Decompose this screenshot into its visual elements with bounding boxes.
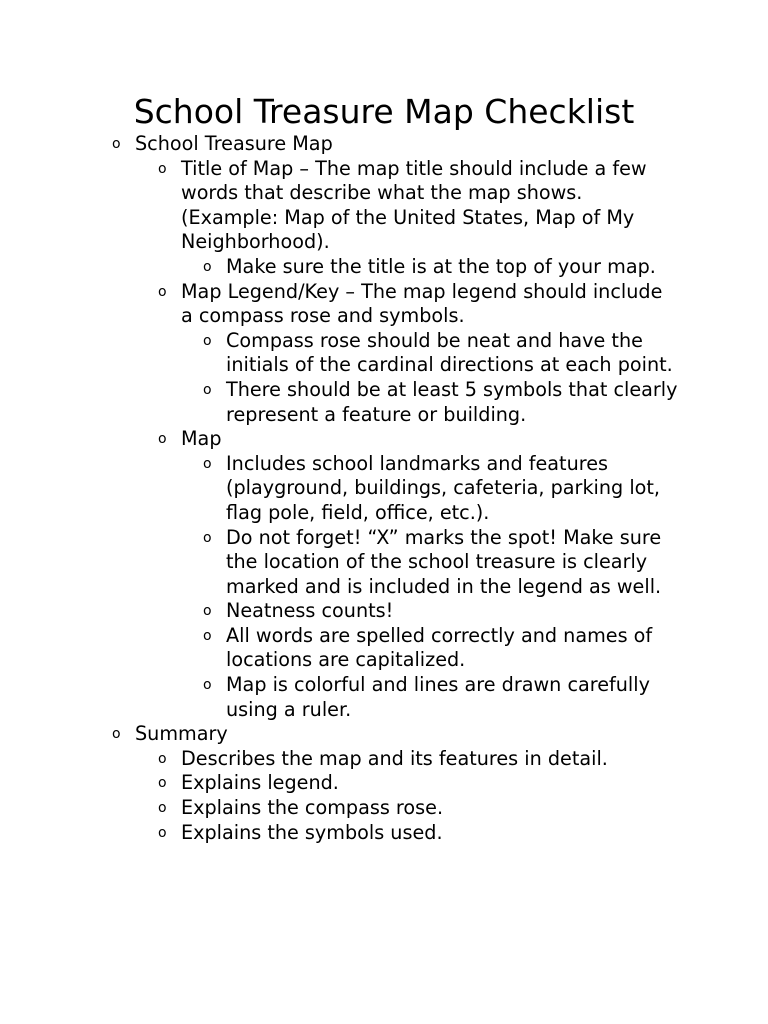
checklist-subitem-text: All words are spelled correctly and names of locations are capitalized. (226, 623, 653, 672)
checklist-item (0, 157, 768, 255)
hollow-bullet-icon: o (158, 431, 167, 448)
checklist-subitem (0, 599, 768, 624)
checklist-subitem (0, 526, 768, 600)
checklist-subitem-text: Map is colorful and lines are drawn carefully using a ruler. (226, 673, 650, 721)
hollow-bullet-icon: o (203, 381, 212, 398)
checklist-outline (0, 132, 768, 845)
hollow-bullet-icon: o (158, 160, 167, 177)
hollow-bullet-icon: o (203, 627, 212, 644)
hollow-bullet-icon: o (203, 332, 212, 349)
checklist-subitem (0, 378, 768, 427)
checklist-item-text: Map (181, 427, 222, 451)
hollow-bullet-icon: o (203, 529, 212, 546)
checklist-item (0, 427, 768, 452)
checklist-subitem (0, 452, 768, 526)
checklist-subitem-text: Includes school landmarks and features (playground, buildings, cafeteria, parking lot, flag pole, field, office, etc.). (226, 451, 661, 524)
page-title: School Treasure Map Checklist (133, 92, 635, 131)
checklist-item (0, 796, 768, 821)
checklist-subitem (0, 624, 768, 673)
hollow-bullet-icon: o (203, 455, 212, 472)
checklist-subitem (0, 255, 768, 280)
checklist-subitem-text: Do not forget! “X” marks the spot! Make sure the location of the school treasure is clearly marked and is included in the legend as well. (226, 525, 662, 598)
checklist-item-text: Title of Map – The map title should include a few words that describe what the map shows. (Example: Map of the United States, Map of My Neighborhood). (181, 156, 647, 254)
hollow-bullet-icon: o (203, 603, 212, 620)
hollow-bullet-icon: o (158, 775, 167, 792)
hollow-bullet-icon: o (158, 283, 167, 300)
checklist-item (0, 280, 768, 329)
hollow-bullet-icon: o (203, 258, 212, 275)
section-label: Summary (135, 722, 228, 746)
checklist-item (0, 821, 768, 846)
hollow-bullet-icon: o (203, 677, 212, 694)
section-item (0, 132, 768, 157)
hollow-bullet-icon: o (158, 750, 167, 767)
checklist-item-text: Explains the compass rose. (181, 796, 444, 820)
hollow-bullet-icon: o (112, 726, 121, 743)
hollow-bullet-icon: o (112, 136, 121, 152)
checklist-item-text: Map Legend/Key – The map legend should include a compass rose and symbols. (181, 279, 663, 328)
section-item (0, 722, 768, 747)
checklist-subitem-text: Neatness counts! (226, 599, 394, 623)
checklist-subitem-text: There should be at least 5 symbols that clearly represent a feature or building. (226, 377, 678, 426)
checklist-subitem (0, 673, 768, 722)
checklist-subitem-text: Make sure the title is at the top of your map. (226, 254, 656, 278)
checklist-item (0, 771, 768, 796)
checklist-item-text: Describes the map and its features in detail. (181, 746, 608, 770)
checklist-subitem-text: Compass rose should be neat and have the initials of the cardinal directions at each point. (226, 328, 673, 377)
checklist-item-text: Explains legend. (181, 771, 339, 795)
section-label: School Treasure Map (135, 132, 333, 155)
checklist-item-text: Explains the symbols used. (181, 820, 443, 844)
checklist-item (0, 747, 768, 772)
checklist-subitem (0, 329, 768, 378)
hollow-bullet-icon: o (158, 800, 167, 817)
hollow-bullet-icon: o (158, 824, 167, 841)
